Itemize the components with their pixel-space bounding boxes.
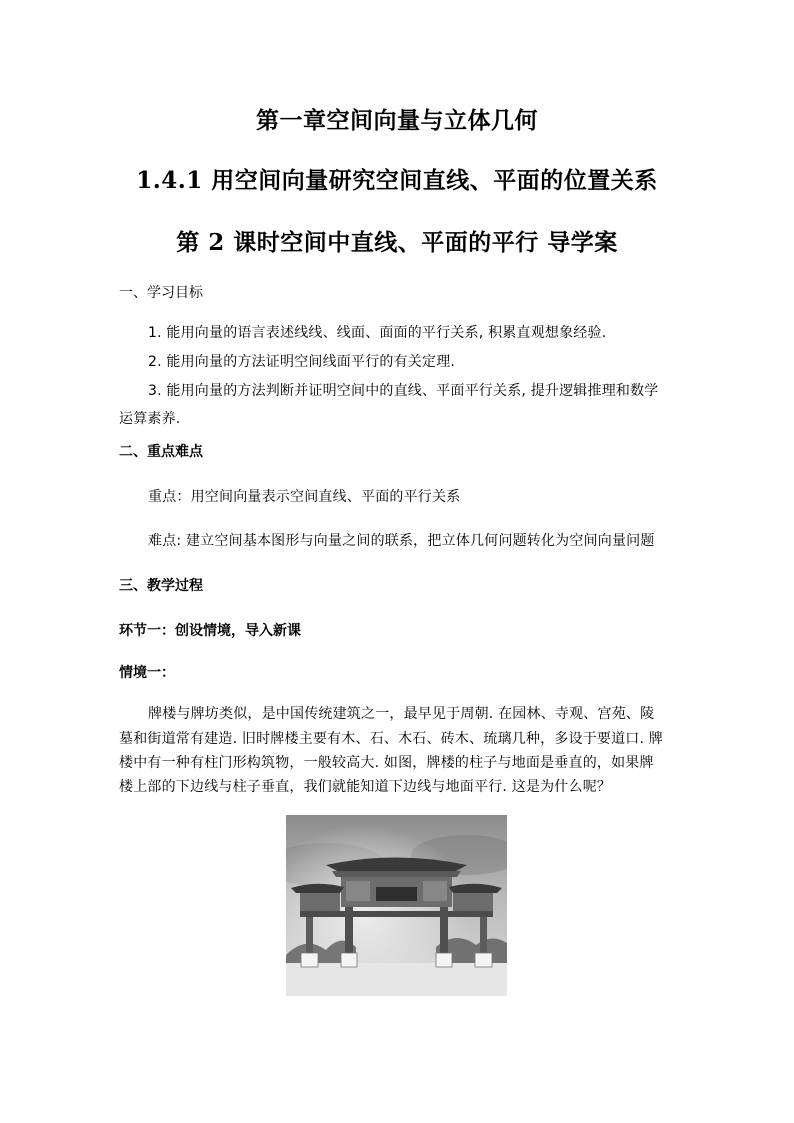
objective-item: 2. 能用向量的方法证明空间线面平行的有关定理. (148, 354, 456, 370)
process-heading: 三、教学过程 (119, 578, 203, 594)
section-title: 1.4.1 用空间向量研究空间直线、平面的位置关系 (136, 167, 658, 194)
difficulty-text: 难点: 建立空间基本图形与向量之间的联系，把立体几何问题转化为空间向量问题 (148, 533, 655, 549)
objectives-heading: 一、学习目标 (119, 285, 203, 301)
paifang-archway-photo (286, 815, 507, 996)
objective-item: 3. 能用向量的方法判断并证明空间中的直线、平面平行关系, 提升逻辑推理和数学 (148, 383, 659, 399)
paragraph-line: 墓和街道常有建造. 旧时牌楼主要有木、石、木石、砖木、琉璃几种，多设于要道口. 牌 (119, 731, 663, 747)
focus-text: 重点：用空间向量表示空间直线、平面的平行关系 (148, 489, 461, 505)
objective-item-continuation: 运算素养. (119, 411, 181, 427)
objective-item: 1. 能用向量的语言表述线线、线面、面面的平行关系, 积累直观想象经验. (148, 325, 607, 341)
chapter-title: 第一章空间向量与立体几何 (256, 107, 538, 134)
paragraph-line: 牌楼与牌坊类似，是中国传统建筑之一，最早见于周朝. 在园林、寺观、宫苑、陵 (148, 706, 655, 722)
lesson-title: 第 2 课时空间中直线、平面的平行 导学案 (176, 229, 618, 256)
scene-heading: 情境一： (119, 665, 175, 681)
step-heading: 环节一：创设情境，导入新课 (119, 623, 301, 639)
paragraph-line: 楼中有一种有柱门形构筑物，一般较高大. 如图，牌楼的柱子与地面是垂直的，如果牌 (119, 755, 654, 771)
paragraph-line: 楼上部的下边线与柱子垂直，我们就能知道下边线与地面平行. 这是为什么呢？ (119, 779, 612, 795)
key-points-heading: 二、重点难点 (119, 444, 203, 460)
